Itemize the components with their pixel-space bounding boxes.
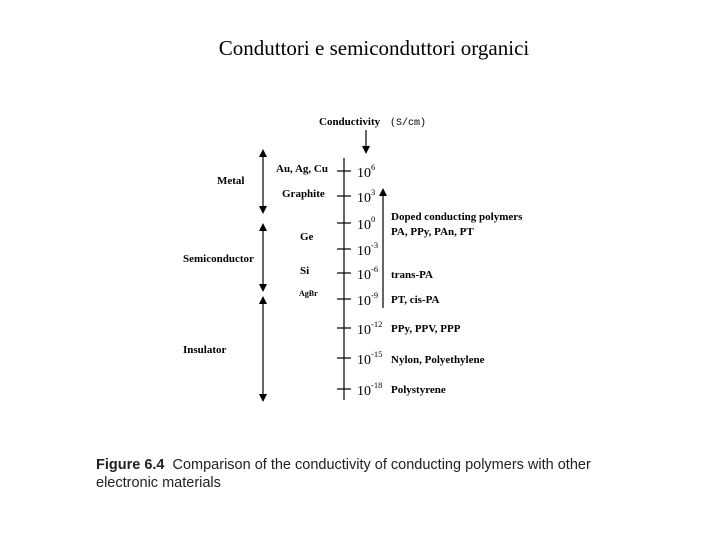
tick-label-exponent: -9	[371, 290, 379, 300]
right-material-label: PT, cis-PA	[391, 294, 440, 306]
tick-label-base: 10	[357, 191, 371, 206]
tick-label-base: 10	[357, 218, 371, 233]
tick-label-base: 10	[357, 166, 371, 181]
tick-label-exponent: 0	[371, 214, 376, 224]
figure-caption	[96, 456, 656, 492]
tick-label-exponent: 3	[371, 187, 376, 197]
category-label-insulator: Insulator	[183, 344, 227, 356]
tick-label	[357, 319, 382, 338]
tick-label-base: 10	[357, 244, 371, 259]
conductivity-label: Conductivity	[319, 116, 381, 128]
slide-title: Conduttori e semiconduttori organici	[218, 36, 530, 60]
category-label-metal: Metal	[217, 175, 245, 187]
tick-label	[357, 349, 382, 368]
left-material-label: Ge	[300, 231, 314, 243]
tick-label-base: 10	[357, 323, 371, 338]
left-material-label: Au, Ag, Cu	[276, 163, 328, 175]
tick-label-exponent: 6	[371, 162, 376, 172]
right-material-label: PPy, PPV, PPP	[391, 323, 461, 335]
right-material-label: trans-PA	[391, 269, 433, 281]
tick-label	[357, 380, 382, 399]
tick-label	[357, 162, 375, 181]
category-label-semiconductor: Semiconductor	[183, 253, 254, 265]
tick-label-exponent: -6	[371, 264, 379, 274]
tick-label-exponent: -3	[371, 240, 379, 250]
tick-label	[357, 187, 375, 206]
right-material-label: Nylon, Polyethylene	[391, 354, 485, 366]
tick-label	[357, 290, 378, 309]
unit-label: (S/cm)	[390, 118, 427, 129]
tick-label	[357, 214, 375, 233]
figure-label: Figure 6.4	[96, 457, 165, 473]
tick-label-exponent: -18	[371, 380, 383, 390]
tick-label-exponent: -12	[371, 319, 383, 329]
tick-label	[357, 264, 378, 283]
tick-label-base: 10	[357, 294, 371, 309]
tick-label-exponent: -15	[371, 349, 383, 359]
figure-caption-text: Comparison of the conductivity of conducting polymers with other electronic materials	[96, 457, 591, 491]
right-materials-group	[391, 211, 523, 396]
left-material-label: AgBr	[299, 289, 318, 298]
right-material-label: Doped conducting polymers	[391, 211, 523, 223]
right-material-label: PA, PPy, PAn, PT	[391, 226, 474, 238]
category-group	[183, 153, 263, 398]
tick-label-base: 10	[357, 384, 371, 399]
tick-label-base: 10	[357, 353, 371, 368]
right-material-label: Polystyrene	[391, 384, 446, 396]
left-material-label: Si	[300, 265, 310, 277]
tick-label	[357, 240, 378, 259]
left-materials-group	[276, 163, 328, 298]
left-material-label: Graphite	[282, 188, 325, 200]
tick-label-base: 10	[357, 268, 371, 283]
